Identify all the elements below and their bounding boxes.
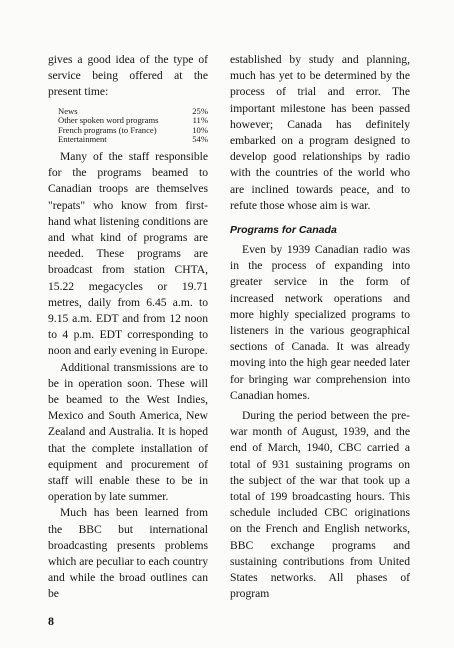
body-paragraph: established by study and planning, much has yet to be determined by the process of trial and error. The important milestone has been passed however; Canada has definitely embarked on a program designed to develop good relationships by radio with the countries of the world who are inclined towards peace, and to refute those whose aim is war. bbox=[230, 53, 410, 212]
body-paragraph: Much has been learned from the BBC but international broadcasting presents problems which are peculiar to each country and while the broad outlines can be bbox=[48, 506, 208, 601]
table-row-value: 25% bbox=[192, 105, 208, 116]
table-row bbox=[58, 135, 208, 145]
table-row-label: News bbox=[58, 105, 78, 116]
table-row-value: 10% bbox=[192, 124, 208, 135]
right-column bbox=[230, 52, 410, 603]
table-row-value: 11% bbox=[192, 115, 208, 126]
body-paragraph: Many of the staff responsible for the programs beamed to Canadian troops are themselves "repats" who know from first-hand what listening conditions are and what kind of programs are needed. These programs are broadcast from station CHTA, 15.22 megacycles or 19.71 metres, daily from 6.45 a.m. to 9.15 a.m. EDT and from 12 noon to 4 p.m. EDT corresponding to noon and early evening in Europe. bbox=[48, 149, 208, 358]
left-column bbox=[48, 52, 208, 603]
page-number: 8 bbox=[48, 614, 54, 628]
table-row-label: Entertainment bbox=[58, 134, 107, 145]
intro-paragraph: gives a good idea of the type of service being offered at the present time: bbox=[48, 53, 208, 99]
body-paragraph: Additional transmissions are to be in operation soon. These will be beamed to the West Indies, Mexico and South America, New Zealand and Australia. It is hoped that the complete installation of equipment and procurement of staff will enable these to be in operation by late summer. bbox=[48, 360, 208, 504]
body-paragraph: During the period between the pre-war month of August, 1939, and the end of March, 1940, CBC carried a total of 931 sustaining programs on the subject of the war that took up a total of 199 broadcasting hours. This schedule included CBC originations on the French and English networks, BBC exchange programs and sustaining contributions from United States networks. All phases of program bbox=[230, 409, 410, 601]
table-row-label: Other spoken word programs bbox=[58, 115, 159, 126]
body-paragraph: Even by 1939 Canadian radio was in the process of expanding into greater service in the form of increased network operations and more highly specialized programs to listeners in the various geographical sections of Canada. It was already moving into the high gear needed later for bringing war comprehension into Canadian homes. bbox=[230, 243, 410, 402]
section-heading: Programs for Canada bbox=[230, 224, 337, 237]
program-breakdown-table bbox=[58, 107, 208, 145]
table-row-value: 54% bbox=[192, 134, 208, 145]
table-row-label: French programs (to France) bbox=[58, 124, 157, 135]
